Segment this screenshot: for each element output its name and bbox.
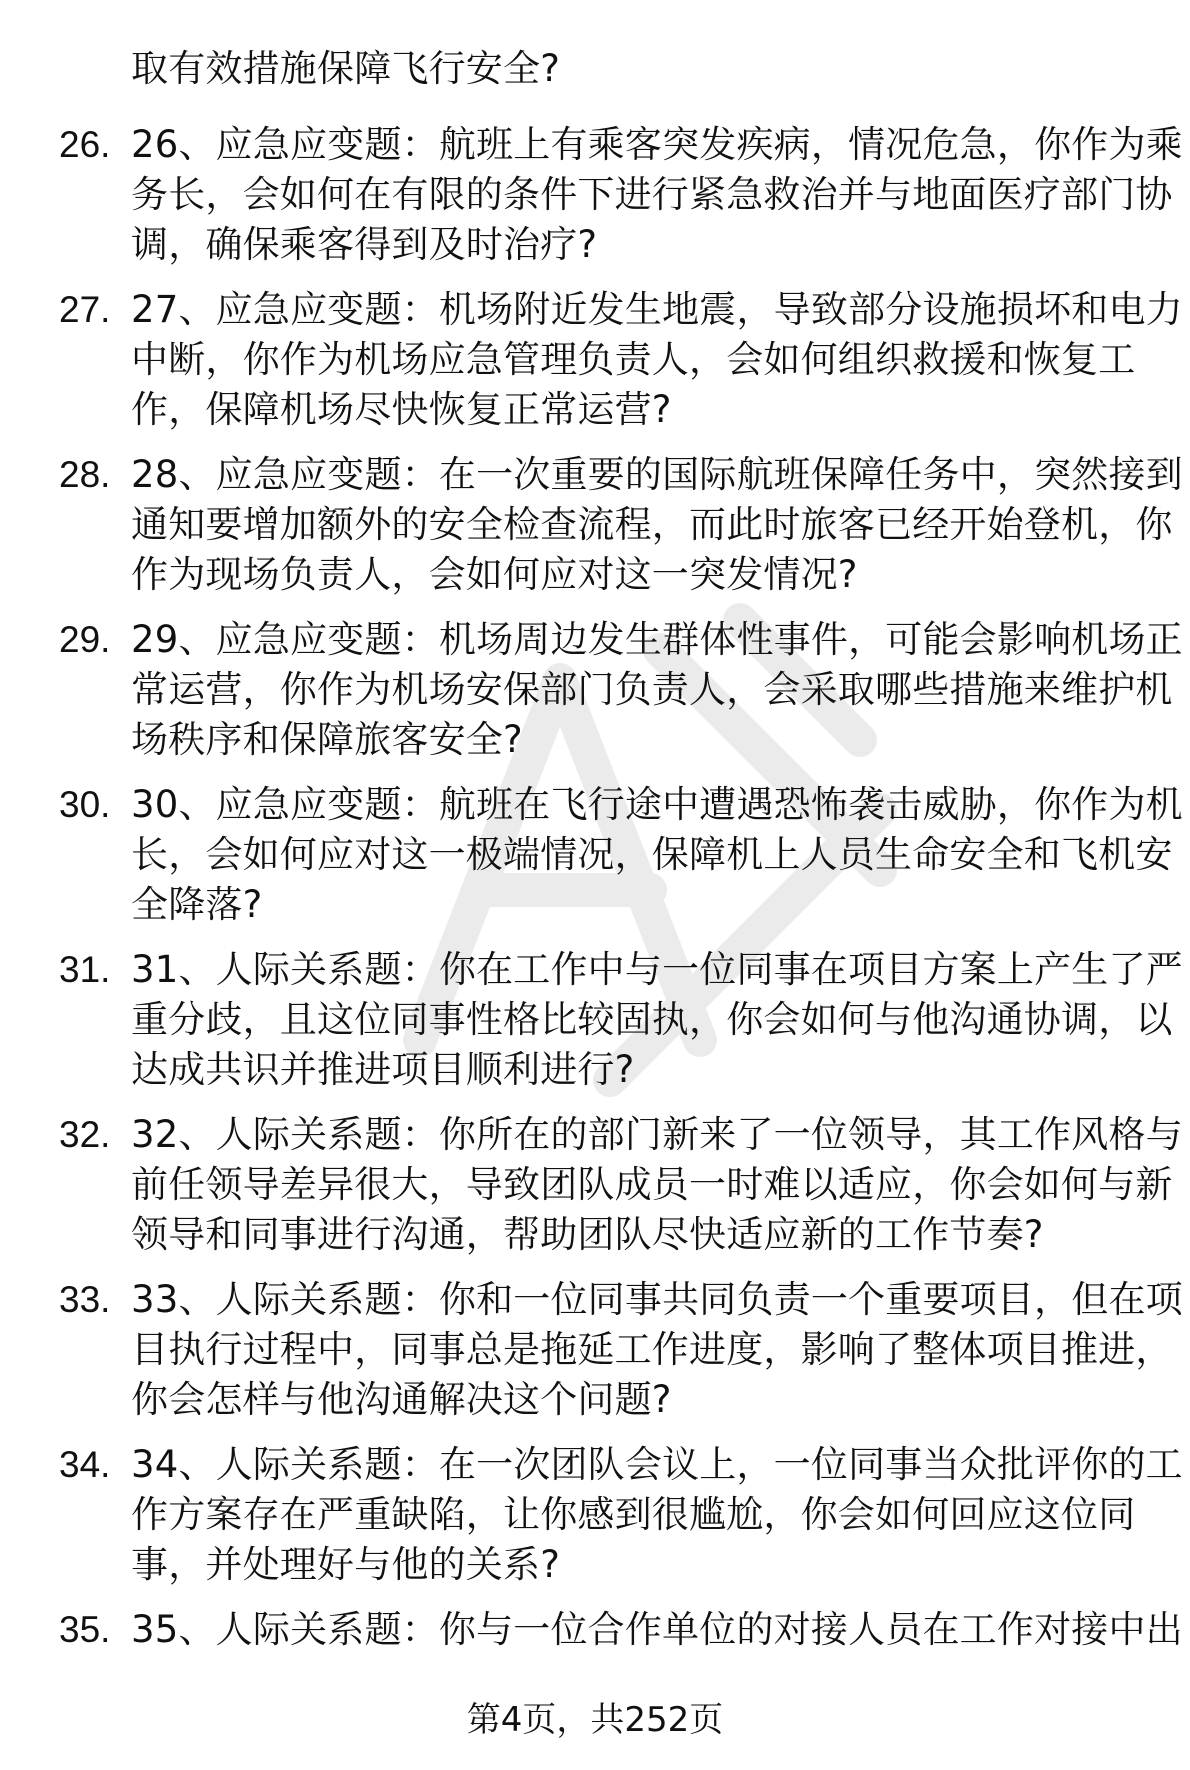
continued-question-text: 取有效措施保障飞行安全? [131, 47, 561, 90]
question-text [131, 1605, 1183, 1655]
list-item [0, 1275, 1190, 1440]
list-item [0, 285, 1190, 450]
question-text-line: 28、应急应变题：在一次重要的国际航班保障任务中，突然接到 [131, 453, 1183, 496]
list-item [0, 450, 1190, 615]
list-item [0, 1605, 1190, 1770]
question-text [131, 1275, 1183, 1425]
question-text-line: 通知要增加额外的安全检查流程，而此时旅客已经开始登机，你 [131, 503, 1173, 546]
question-text-line: 务长，会如何在有限的条件下进行紧急救治并与地面医疗部门协 [131, 173, 1173, 216]
page-footer: 第4页，共252页 [466, 1700, 724, 1740]
list-item [0, 1440, 1190, 1605]
question-text-line: 作，保障机场尽快恢复正常运营? [131, 388, 672, 431]
question-text-line: 作为现场负责人，会如何应对这一突发情况? [131, 553, 858, 596]
question-text [131, 780, 1183, 930]
question-text [131, 1440, 1183, 1590]
question-text-line: 长，会如何应对这一极端情况，保障机上人员生命安全和飞机安 [131, 833, 1173, 876]
question-text-line: 26、应急应变题：航班上有乘客突发疾病，情况危急，你作为乘 [131, 123, 1183, 166]
question-text-line: 33、人际关系题：你和一位同事共同负责一个重要项目，但在项 [131, 1278, 1183, 1321]
question-text [131, 1110, 1183, 1260]
question-list [0, 120, 1190, 1770]
list-item-number: 31. [59, 949, 111, 990]
list-item-number: 32. [59, 1114, 111, 1155]
list-item [0, 615, 1190, 780]
list-item [0, 120, 1190, 285]
list-item [0, 1110, 1190, 1275]
question-text-line: 31、人际关系题：你在工作中与一位同事在项目方案上产生了严 [131, 948, 1183, 991]
question-text [131, 615, 1183, 765]
list-item-number: 28. [59, 454, 111, 495]
question-text-line: 30、应急应变题：航班在飞行途中遭遇恐怖袭击威胁，你作为机 [131, 783, 1183, 826]
list-item-number: 34. [59, 1444, 111, 1485]
question-text [131, 945, 1183, 1095]
list-item [0, 780, 1190, 945]
list-item-number: 26. [59, 124, 111, 165]
question-text-line: 27、应急应变题：机场附近发生地震，导致部分设施损坏和电力 [131, 288, 1183, 331]
question-text-line: 35、人际关系题：你与一位合作单位的对接人员在工作对接中出 [131, 1608, 1183, 1651]
question-text-line: 调，确保乘客得到及时治疗? [131, 223, 598, 266]
question-text-line: 领导和同事进行沟通，帮助团队尽快适应新的工作节奏? [131, 1213, 1044, 1256]
question-text-line: 中断，你作为机场应急管理负责人，会如何组织救援和恢复工 [131, 338, 1136, 381]
question-text-line: 场秩序和保障旅客安全? [131, 718, 523, 761]
question-text-line: 作方案存在严重缺陷，让你感到很尴尬，你会如何回应这位同 [131, 1493, 1136, 1536]
list-item-number: 33. [59, 1279, 111, 1320]
question-text-line: 34、人际关系题：在一次团队会议上，一位同事当众批评你的工 [131, 1443, 1183, 1486]
list-item-number: 35. [59, 1609, 111, 1650]
question-text [131, 285, 1183, 435]
list-item-number: 27. [59, 289, 111, 330]
question-text-line: 事，并处理好与他的关系? [131, 1543, 561, 1586]
question-text-line: 29、应急应变题：机场周边发生群体性事件，可能会影响机场正 [131, 618, 1183, 661]
question-text-line: 32、人际关系题：你所在的部门新来了一位领导，其工作风格与 [131, 1113, 1183, 1156]
list-item-number: 30. [59, 784, 111, 825]
list-item [0, 945, 1190, 1110]
question-text-line: 重分歧，且这位同事性格比较固执，你会如何与他沟通协调，以 [131, 998, 1173, 1041]
question-text-line: 目执行过程中，同事总是拖延工作进度，影响了整体项目推进， [131, 1328, 1173, 1371]
question-text-line: 你会怎样与他沟通解决这个问题? [131, 1378, 672, 1421]
question-text-line: 达成共识并推进项目顺利进行? [131, 1048, 635, 1091]
question-text [131, 450, 1183, 600]
question-text-line: 前任领导差异很大，导致团队成员一时难以适应，你会如何与新 [131, 1163, 1173, 1206]
question-text-line: 常运营，你作为机场安保部门负责人，会采取哪些措施来维护机 [131, 668, 1173, 711]
list-item-number: 29. [59, 619, 111, 660]
question-text-line: 全降落? [131, 883, 263, 926]
question-text [131, 120, 1183, 270]
